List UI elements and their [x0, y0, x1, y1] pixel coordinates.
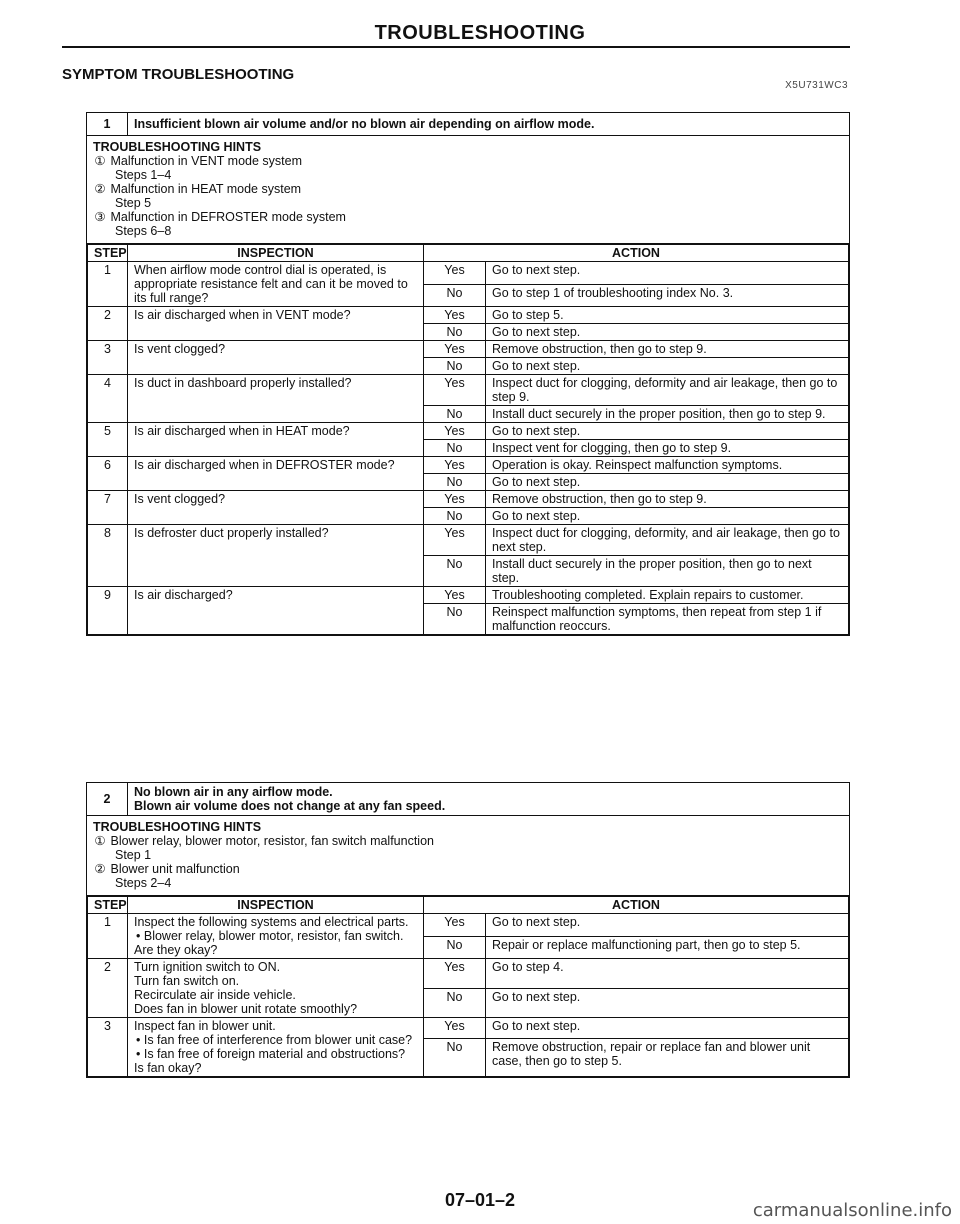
hint-marker: ③: [94, 210, 106, 224]
hints-list: [93, 834, 849, 890]
table-row: [88, 307, 849, 324]
yes-action: Go to next step.: [486, 1018, 849, 1039]
yes-label: Yes: [424, 491, 486, 508]
inspection-line: Inspect fan in blower unit.: [134, 1019, 276, 1033]
hint-item: [93, 834, 849, 848]
header-inspection: INSPECTION: [128, 897, 424, 914]
header-step: STEP: [88, 245, 128, 262]
yes-label: Yes: [424, 375, 486, 406]
step-inspection: [128, 1018, 424, 1077]
hint-steps: Steps 1–4: [115, 168, 172, 182]
no-action: Repair or replace malfunctioning part, then go to step 5.: [486, 936, 849, 959]
inspection-table: [87, 896, 849, 1077]
hint-marker: ①: [94, 154, 106, 168]
step-number: 8: [88, 525, 128, 587]
bullet-icon: •: [136, 929, 144, 943]
no-action: Go to next step.: [486, 324, 849, 341]
inspection-line: Turn ignition switch to ON.: [134, 960, 281, 974]
table-row: [88, 491, 849, 508]
header-action: ACTION: [424, 897, 849, 914]
hint-steps: Steps 6–8: [115, 224, 172, 238]
yes-label: Yes: [424, 1018, 486, 1039]
no-action: Go to next step.: [486, 508, 849, 525]
no-action: Go to next step.: [486, 474, 849, 491]
step-inspection: Is air discharged?: [128, 587, 424, 635]
yes-label: Yes: [424, 525, 486, 556]
yes-action: Go to step 5.: [486, 307, 849, 324]
step-inspection: Is defroster duct properly installed?: [128, 525, 424, 587]
step-number: 9: [88, 587, 128, 635]
hints-title: TROUBLESHOOTING HINTS: [93, 140, 262, 154]
table-row: [88, 587, 849, 604]
hint-marker: ①: [94, 834, 106, 848]
hint-item: [93, 154, 849, 168]
troubleshooting-block-1: [86, 112, 850, 636]
step-number: 3: [88, 341, 128, 375]
no-label: No: [424, 284, 486, 307]
hint-item: [93, 182, 849, 196]
header-inspection: INSPECTION: [128, 245, 424, 262]
bullet-text: Is fan free of foreign material and obstructions?: [143, 1047, 406, 1061]
yes-label: Yes: [424, 457, 486, 474]
no-label: No: [424, 440, 486, 457]
hints-list: [93, 154, 849, 238]
table-row: [88, 959, 849, 989]
hint-item: [93, 210, 849, 224]
table-row: [88, 457, 849, 474]
step-number: 6: [88, 457, 128, 491]
block-header: [87, 783, 849, 816]
no-action: Install duct securely in the proper position, then go to step 9.: [486, 406, 849, 423]
hint-marker: ②: [94, 182, 106, 196]
no-action: Reinspect malfunction symptoms, then repeat from step 1 if malfunction reoccurs.: [486, 604, 849, 635]
hint-steps: Step 1: [115, 848, 152, 862]
bullet-icon: •: [136, 1047, 144, 1061]
yes-action: Go to next step.: [486, 914, 849, 937]
hint-item: [93, 862, 849, 876]
block-header: [87, 113, 849, 136]
step-number: 1: [88, 914, 128, 959]
inspection-table-body: [88, 914, 849, 1077]
step-inspection: [128, 959, 424, 1018]
bullet-text: Blower relay, blower motor, resistor, fan switch.: [143, 929, 404, 943]
hint-marker: ②: [94, 862, 106, 876]
hint-text: Blower unit malfunction: [110, 862, 240, 876]
yes-label: Yes: [424, 307, 486, 324]
yes-action: Remove obstruction, then go to step 9.: [486, 491, 849, 508]
no-label: No: [424, 1038, 486, 1076]
block-title-line-2: Blown air volume does not change at any fan speed.: [134, 799, 446, 813]
step-inspection: [128, 914, 424, 959]
troubleshooting-block-2: [86, 782, 850, 1078]
inspection-line: Does fan in blower unit rotate smoothly?: [134, 1002, 358, 1016]
yes-label: Yes: [424, 341, 486, 358]
step-number: 3: [88, 1018, 128, 1077]
block-title: Insufficient blown air volume and/or no blown air depending on airflow mode.: [134, 117, 595, 131]
section-title: SYMPTOM TROUBLESHOOTING: [62, 66, 295, 83]
table-header-row: [88, 245, 849, 262]
step-inspection: Is air discharged when in DEFROSTER mode?: [128, 457, 424, 491]
step-number: 1: [88, 262, 128, 307]
watermark: carmanualsonline.info: [752, 1200, 952, 1221]
no-label: No: [424, 406, 486, 423]
no-label: No: [424, 936, 486, 959]
block-title: [128, 783, 445, 815]
yes-action: Operation is okay. Reinspect malfunction symptoms.: [486, 457, 849, 474]
block-number: 2: [87, 783, 128, 815]
step-inspection: Is air discharged when in HEAT mode?: [128, 423, 424, 457]
table-row: [88, 262, 849, 285]
doc-code: X5U731WC3: [785, 80, 848, 91]
inspection-question: Are they okay?: [134, 943, 218, 957]
yes-label: Yes: [424, 914, 486, 937]
yes-label: Yes: [424, 959, 486, 989]
no-action: Inspect vent for clogging, then go to step 9.: [486, 440, 849, 457]
yes-label: Yes: [424, 423, 486, 440]
page-number: 07–01–2: [444, 1190, 516, 1210]
no-label: No: [424, 324, 486, 341]
hint-steps: Steps 2–4: [115, 876, 172, 890]
table-row: [88, 341, 849, 358]
step-number: 7: [88, 491, 128, 525]
inspection-table-body: [88, 262, 849, 635]
inspection-table: [87, 244, 849, 635]
troubleshooting-hints: [87, 136, 849, 244]
block-title-line-1: No blown air in any airflow mode.: [134, 785, 333, 799]
hint-text: Blower relay, blower motor, resistor, fan switch malfunction: [110, 834, 434, 848]
inspection-line: Turn fan switch on.: [134, 974, 240, 988]
yes-action: Inspect duct for clogging, deformity, and air leakage, then go to next step.: [486, 525, 849, 556]
table-row: [88, 914, 849, 937]
no-label: No: [424, 604, 486, 635]
yes-action: Go to next step.: [486, 262, 849, 285]
block-number: 1: [87, 113, 128, 135]
header-step: STEP: [88, 897, 128, 914]
yes-action: Troubleshooting completed. Explain repairs to customer.: [486, 587, 849, 604]
no-label: No: [424, 358, 486, 375]
hint-text: Malfunction in HEAT mode system: [110, 182, 302, 196]
step-number: 5: [88, 423, 128, 457]
no-action: Install duct securely in the proper position, then go to next step.: [486, 556, 849, 587]
no-label: No: [424, 988, 486, 1018]
yes-action: Inspect duct for clogging, deformity and air leakage, then go to step 9.: [486, 375, 849, 406]
yes-label: Yes: [424, 262, 486, 285]
no-action: Go to next step.: [486, 358, 849, 375]
table-row: [88, 375, 849, 406]
bullet-text: Is fan free of interference from blower unit case?: [143, 1033, 413, 1047]
table-row: [88, 423, 849, 440]
troubleshooting-hints: [87, 816, 849, 896]
yes-action: Remove obstruction, then go to step 9.: [486, 341, 849, 358]
title-rule: [62, 46, 850, 48]
no-label: No: [424, 474, 486, 491]
step-inspection: Is air discharged when in VENT mode?: [128, 307, 424, 341]
inspection-line: Inspect the following systems and electrical parts.: [134, 915, 409, 929]
table-row: [88, 1018, 849, 1039]
step-number: 4: [88, 375, 128, 423]
hints-title: TROUBLESHOOTING HINTS: [93, 820, 262, 834]
step-number: 2: [88, 959, 128, 1018]
no-action: Go to step 1 of troubleshooting index No. 3.: [486, 284, 849, 307]
inspection-question: Is fan okay?: [134, 1061, 202, 1075]
inspection-line: Recirculate air inside vehicle.: [134, 988, 296, 1002]
step-inspection: Is vent clogged?: [128, 341, 424, 375]
no-label: No: [424, 508, 486, 525]
hint-text: Malfunction in VENT mode system: [110, 154, 302, 168]
table-header-row: [88, 897, 849, 914]
step-number: 2: [88, 307, 128, 341]
table-row: [88, 525, 849, 556]
hint-steps: Step 5: [115, 196, 152, 210]
inspection-bullet: [134, 1047, 417, 1061]
hint-text: Malfunction in DEFROSTER mode system: [110, 210, 346, 224]
step-inspection: Is duct in dashboard properly installed?: [128, 375, 424, 423]
page-title: TROUBLESHOOTING: [374, 22, 586, 44]
header-action: ACTION: [424, 245, 849, 262]
no-action: Go to next step.: [486, 988, 849, 1018]
yes-action: Go to step 4.: [486, 959, 849, 989]
bullet-icon: •: [136, 1033, 144, 1047]
no-label: No: [424, 556, 486, 587]
yes-label: Yes: [424, 587, 486, 604]
inspection-bullet: [134, 1033, 417, 1047]
no-action: Remove obstruction, repair or replace fan and blower unit case, then go to step 5.: [486, 1038, 849, 1076]
yes-action: Go to next step.: [486, 423, 849, 440]
step-inspection: When airflow mode control dial is operated, is appropriate resistance felt and can it be moved to its full range?: [128, 262, 424, 307]
inspection-bullet: [134, 929, 417, 943]
step-inspection: Is vent clogged?: [128, 491, 424, 525]
